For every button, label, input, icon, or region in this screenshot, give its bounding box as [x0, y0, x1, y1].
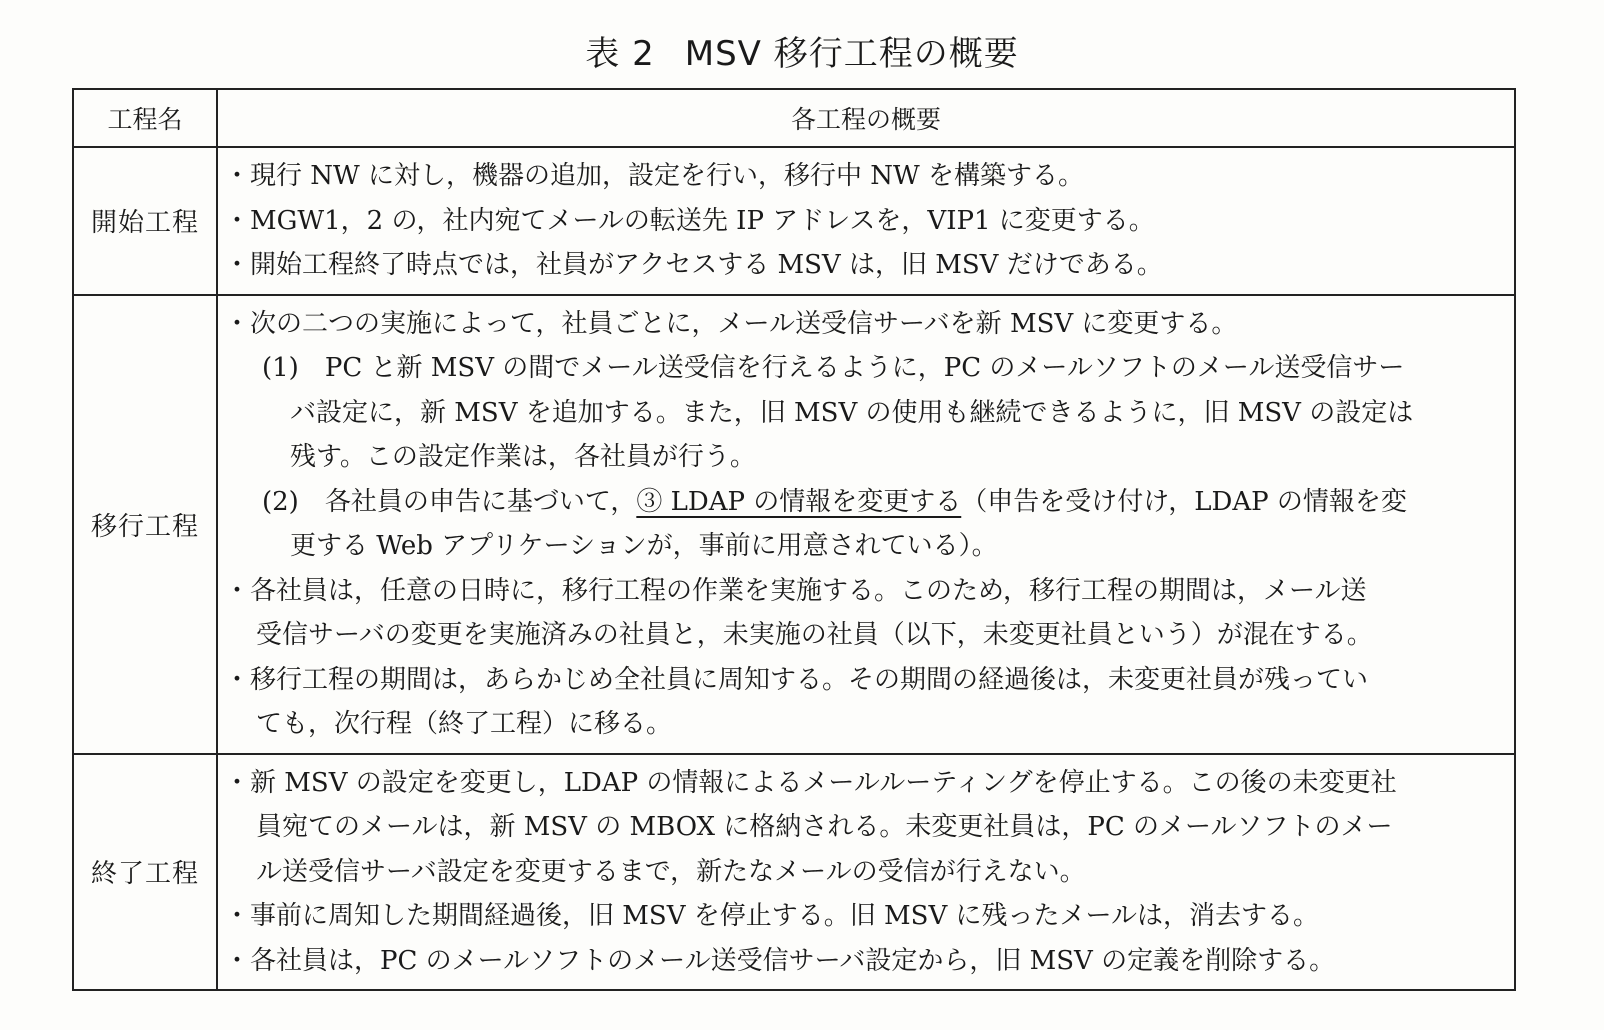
sub-item-text: （申告を受け付け，LDAP の情報を変 — [961, 486, 1407, 517]
table-row-migration — [73, 295, 1515, 754]
bullet-line: ・ 移行工程の期間は，あらかじめ全社員に周知する。その期間の経過後は，未変更社員が残ってい — [232, 658, 1506, 703]
table-row-start — [73, 147, 1515, 295]
bullet-line: ・ 開始工程終了時点では，社員がアクセスする MSV は，旧 MSV だけである。 — [232, 243, 1506, 288]
bullet-line: ・ 事前に周知した期間経過後，旧 MSV を停止する。旧 MSV に残ったメールは，消去する。 — [232, 894, 1506, 939]
bullet-continuation: 員宛てのメールは，新 MSV の MBOX に格納される。未変更社員は，PC のメールソフトのメー — [256, 812, 1393, 842]
table-title — [0, 26, 1604, 75]
bullet-line: ・ 各社員は，任意の日時に，移行工程の作業を実施する。このため，移行工程の期間は，メール送 — [232, 569, 1506, 614]
sub-item-label: (1) — [262, 353, 299, 383]
stage-description — [217, 295, 1515, 754]
header-process-name: 工程名 — [73, 89, 217, 147]
sub-item-continuation: 更する Web アプリケーションが，事前に用意されている）。 — [290, 531, 998, 561]
underlined-reference-3: ③ LDAP の情報を変更する — [636, 486, 962, 517]
sub-item-continuation: 残す。この設定作業は，各社員が行う。 — [290, 442, 756, 472]
sub-item-continuation: バ設定に，新 MSV を追加する。また，旧 MSV の使用も継続できるように，旧 MSV の設定は — [290, 397, 1414, 428]
bullet-continuation: ル送受信サーバ設定を変更するまで，新たなメールの受信が行えない。 — [256, 856, 1086, 887]
bullet-line: ・ 各社員は，PC のメールソフトのメール送受信サーバ設定から，旧 MSV の定義を削除する。 — [232, 939, 1506, 984]
bullet-line: ・ MGW1，2 の，社内宛てメールの転送先 IP アドレスを，VIP1 に変更する。 — [232, 199, 1506, 244]
table-row-end — [73, 754, 1515, 991]
process-overview-table — [72, 88, 1516, 991]
stage-name: 開始工程 — [73, 147, 217, 295]
bullet-line: ・ 新 MSV の設定を変更し，LDAP の情報によるメールルーティングを停止する。この後の未変更社 — [232, 761, 1506, 806]
sub-item-label: (2) — [262, 486, 299, 517]
table-title-text: MSV 移行工程の概要 — [684, 34, 1019, 74]
sub-item-text: PC と新 MSV の間でメール送受信を行えるように，PC のメールソフトのメール送受信サー — [324, 353, 1405, 383]
stage-description — [217, 754, 1515, 991]
header-row — [73, 89, 1515, 147]
table-number: 表 2 — [585, 34, 655, 74]
sub-item-1 — [232, 346, 1506, 391]
header-process-overview: 各工程の概要 — [217, 89, 1515, 147]
bullet-continuation: ても，次行程（終了工程）に移る。 — [256, 709, 673, 739]
sub-item-text: 各社員の申告に基づいて， — [324, 486, 637, 517]
sub-item-2 — [232, 480, 1506, 525]
stage-name: 移行工程 — [73, 295, 217, 754]
bullet-line: ・ 次の二つの実施によって，社員ごとに，メール送受信サーバを新 MSV に変更する。 — [232, 302, 1506, 347]
stage-description — [217, 147, 1515, 295]
bullet-continuation: 受信サーバの変更を実施済みの社員と，未実施の社員（以下，未変更社員という）が混在する。 — [256, 620, 1373, 650]
stage-name: 終了工程 — [73, 754, 217, 991]
bullet-line: ・ 現行 NW に対し，機器の追加，設定を行い，移行中 NW を構築する。 — [232, 154, 1506, 199]
